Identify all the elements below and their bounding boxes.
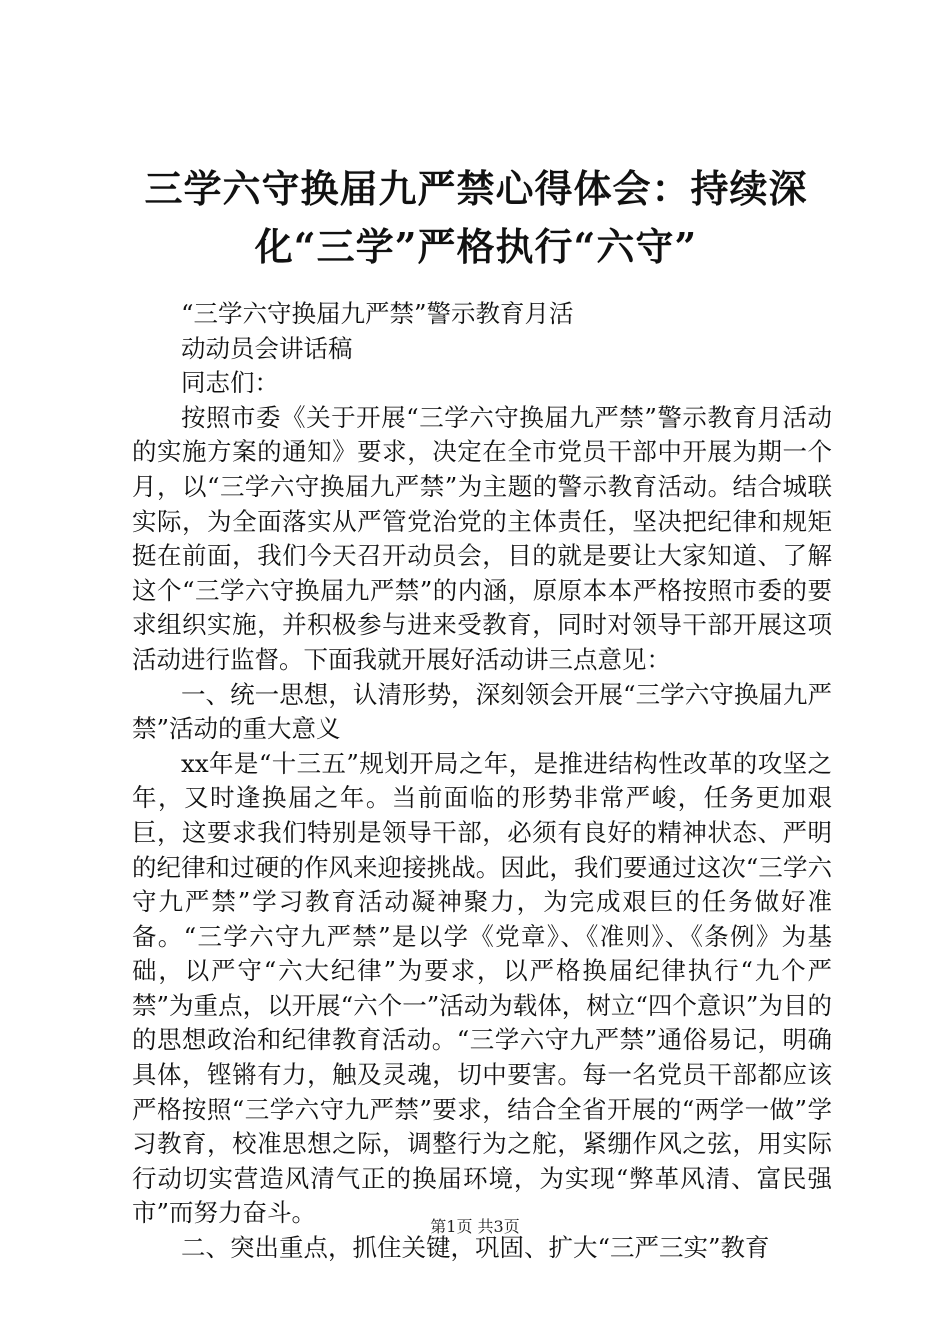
section-heading-2: 二、突出重点，抓住关键，巩固、扩大“三严三实”教育 xyxy=(181,1233,770,1263)
page-footer: 第1页 共3页 xyxy=(430,1217,520,1236)
subtitle-line-2: 动动员会讲话稿 xyxy=(181,333,353,363)
paragraph-intro: 按照市委《关于开展“三学六守换届九严禁”警示教育月活动的实施方案的通知》要求，决定在全市党员干部中开展为期一个月，以“三学六守换届九严禁”为主题的警示教育活动。结合城联实际，为全面落实从严管党治党的主体责任，坚决把纪律和规矩挺在前面，我们今天召开动员会，目的就是要让大家知道、了解这个“三学六守换届九严禁”的内涵，原原本本严格按照市委的要求组织实施，并积极参与进来受教育，同时对领导干部开展这项活动进行监督。下面我就开展好活动讲三点意见： xyxy=(132,402,832,674)
document-body xyxy=(132,297,832,1266)
section-heading-1: 一、统一思想，认清形势，深刻领会开展“三学六守换届九严禁”活动的重大意义 xyxy=(132,679,832,744)
document-title: 三学六守换届九严禁心得体会：持续深化“三学”严格执行“六守” xyxy=(144,166,808,269)
subtitle-line-1: “三学六守换届九严禁”警示教育月活 xyxy=(181,299,574,328)
salutation: 同志们： xyxy=(181,368,279,398)
paragraph-section-1: xx年是“十三五”规划开局之年，是推进结构性改革的攻坚之年，又时逢换届之年。当前面临的形势非常严峻，任务更加艰巨，这要求我们特别是领导干部，必须有良好的精神状态、严明的纪律和过硬的作风来迎接挑战。因此，我们要通过这次“三学六守九严禁”学习教育活动凝神聚力，为完成艰巨的任务做好准备。“三学六守九严禁”是以学《党章》、《准则》、《条例》为基础，以严守“六大纪律”为要求，以严格换届纪律执行“九个严禁”为重点，以开展“六个一”活动为载体，树立“四个意识”为目的的思想政治和纪律教育活动。“三学六守九严禁”通俗易记，明确具体，铿锵有力，触及灵魂，切中要害。每一名党员干部都应该严格按照“三学六守九严禁”要求，结合全省开展的“两学一做”学习教育，校准思想之际，调整行为之舵，紧绷作风之弦，用实际行动切实营造风清气正的换届环境，为实现“弊革风清、富民强市”而努力奋斗。 xyxy=(132,748,832,1228)
